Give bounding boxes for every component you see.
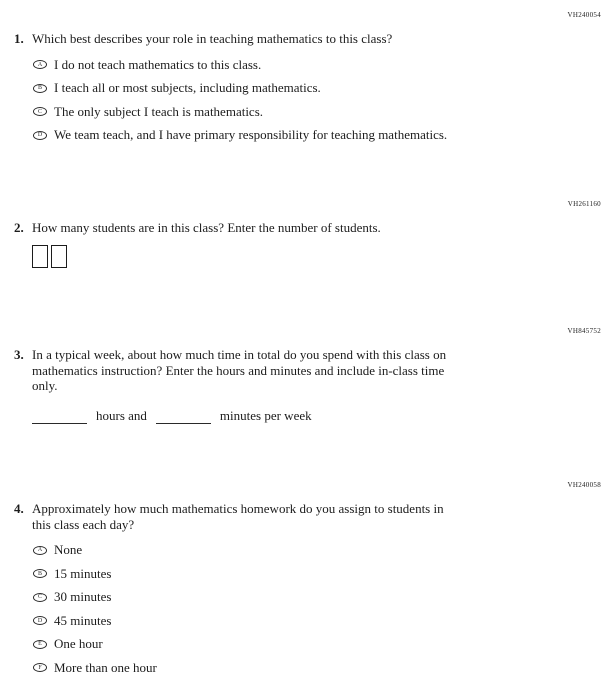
answer-oval-icon[interactable] bbox=[33, 107, 47, 116]
oval-letter: C bbox=[37, 108, 42, 115]
oval-letter: D bbox=[37, 132, 43, 138]
question-3 bbox=[0, 327, 612, 424]
question-4-line: this class each day? bbox=[32, 516, 135, 532]
question-2-number: 2. bbox=[14, 220, 24, 235]
option-label: We team teach, and I have primary responsibility for teaching mathematics. bbox=[54, 127, 448, 142]
time-fill-in-row bbox=[0, 408, 612, 424]
answer-oval-icon[interactable] bbox=[33, 616, 47, 625]
option-row[interactable] bbox=[33, 57, 612, 73]
question-4-line: Approximately how much mathematics homework do you assign to students in bbox=[32, 501, 444, 516]
question-1 bbox=[0, 11, 612, 151]
question-3-number: 3. bbox=[14, 347, 24, 362]
question-1-number: 1. bbox=[14, 31, 24, 46]
option-label: One hour bbox=[54, 636, 103, 651]
oval-letter: E bbox=[38, 641, 42, 647]
digit-entry-box[interactable] bbox=[51, 245, 67, 268]
question-4-options bbox=[0, 542, 612, 676]
answer-oval-icon[interactable] bbox=[33, 663, 47, 672]
question-3-text bbox=[32, 347, 446, 394]
option-label: More than one hour bbox=[54, 659, 157, 675]
option-label: The only subject I teach is mathematics. bbox=[54, 103, 264, 119]
answer-oval-icon[interactable] bbox=[33, 569, 47, 578]
question-1-text bbox=[32, 31, 392, 47]
hours-label: hours and bbox=[96, 407, 147, 423]
question-2-line: How many students are in this class? Enter the number of students. bbox=[32, 220, 381, 235]
option-label: None bbox=[54, 542, 83, 557]
answer-oval-icon[interactable] bbox=[33, 640, 47, 649]
option-row[interactable] bbox=[33, 542, 612, 558]
option-label: I do not teach mathematics to this class. bbox=[54, 56, 262, 72]
answer-oval-icon[interactable] bbox=[33, 60, 47, 69]
option-row[interactable] bbox=[33, 660, 612, 676]
option-row[interactable] bbox=[33, 566, 612, 582]
question-4-code: VH240058 bbox=[567, 481, 601, 489]
question-1-code: VH240054 bbox=[567, 11, 601, 19]
question-3-line: In a typical week, about how much time in total do you spend with this class on bbox=[32, 347, 447, 362]
minutes-blank-field[interactable] bbox=[156, 411, 211, 424]
minutes-label: minutes per week bbox=[219, 407, 312, 423]
oval-letter: A bbox=[37, 61, 43, 68]
answer-oval-icon[interactable] bbox=[33, 84, 47, 93]
question-4 bbox=[0, 481, 612, 683]
oval-letter: D bbox=[37, 617, 43, 624]
question-2 bbox=[0, 200, 612, 268]
question-3-line: only. bbox=[32, 378, 58, 393]
option-label: I teach all or most subjects, including mathematics. bbox=[54, 80, 321, 95]
question-1-options bbox=[0, 57, 612, 144]
oval-letter: B bbox=[37, 85, 42, 91]
option-row[interactable] bbox=[33, 80, 612, 96]
option-row[interactable] bbox=[33, 127, 612, 143]
option-label: 45 minutes bbox=[54, 612, 112, 628]
answer-oval-icon[interactable] bbox=[33, 593, 47, 602]
question-3-code: VH845752 bbox=[567, 327, 601, 335]
question-2-code: VH261160 bbox=[567, 200, 601, 208]
digit-entry-box[interactable] bbox=[32, 245, 48, 268]
option-row[interactable] bbox=[33, 589, 612, 605]
question-2-text bbox=[32, 220, 381, 236]
question-3-line: mathematics instruction? Enter the hours and minutes and include in-class time bbox=[32, 362, 445, 378]
answer-oval-icon[interactable] bbox=[33, 546, 47, 555]
question-4-number: 4. bbox=[14, 501, 24, 516]
option-label: 15 minutes bbox=[54, 565, 112, 581]
student-count-entry bbox=[0, 245, 612, 268]
hours-blank-field[interactable] bbox=[32, 411, 87, 424]
oval-letter: C bbox=[37, 594, 42, 600]
oval-letter: A bbox=[37, 547, 43, 553]
option-row[interactable] bbox=[33, 104, 612, 120]
option-row[interactable] bbox=[33, 636, 612, 652]
option-row[interactable] bbox=[33, 613, 612, 629]
oval-letter: F bbox=[38, 664, 42, 671]
question-4-text bbox=[32, 501, 444, 532]
option-label: 30 minutes bbox=[54, 589, 112, 604]
oval-letter: B bbox=[37, 570, 42, 577]
answer-oval-icon[interactable] bbox=[33, 131, 47, 140]
question-1-line: Which best describes your role in teaching mathematics to this class? bbox=[32, 31, 393, 46]
